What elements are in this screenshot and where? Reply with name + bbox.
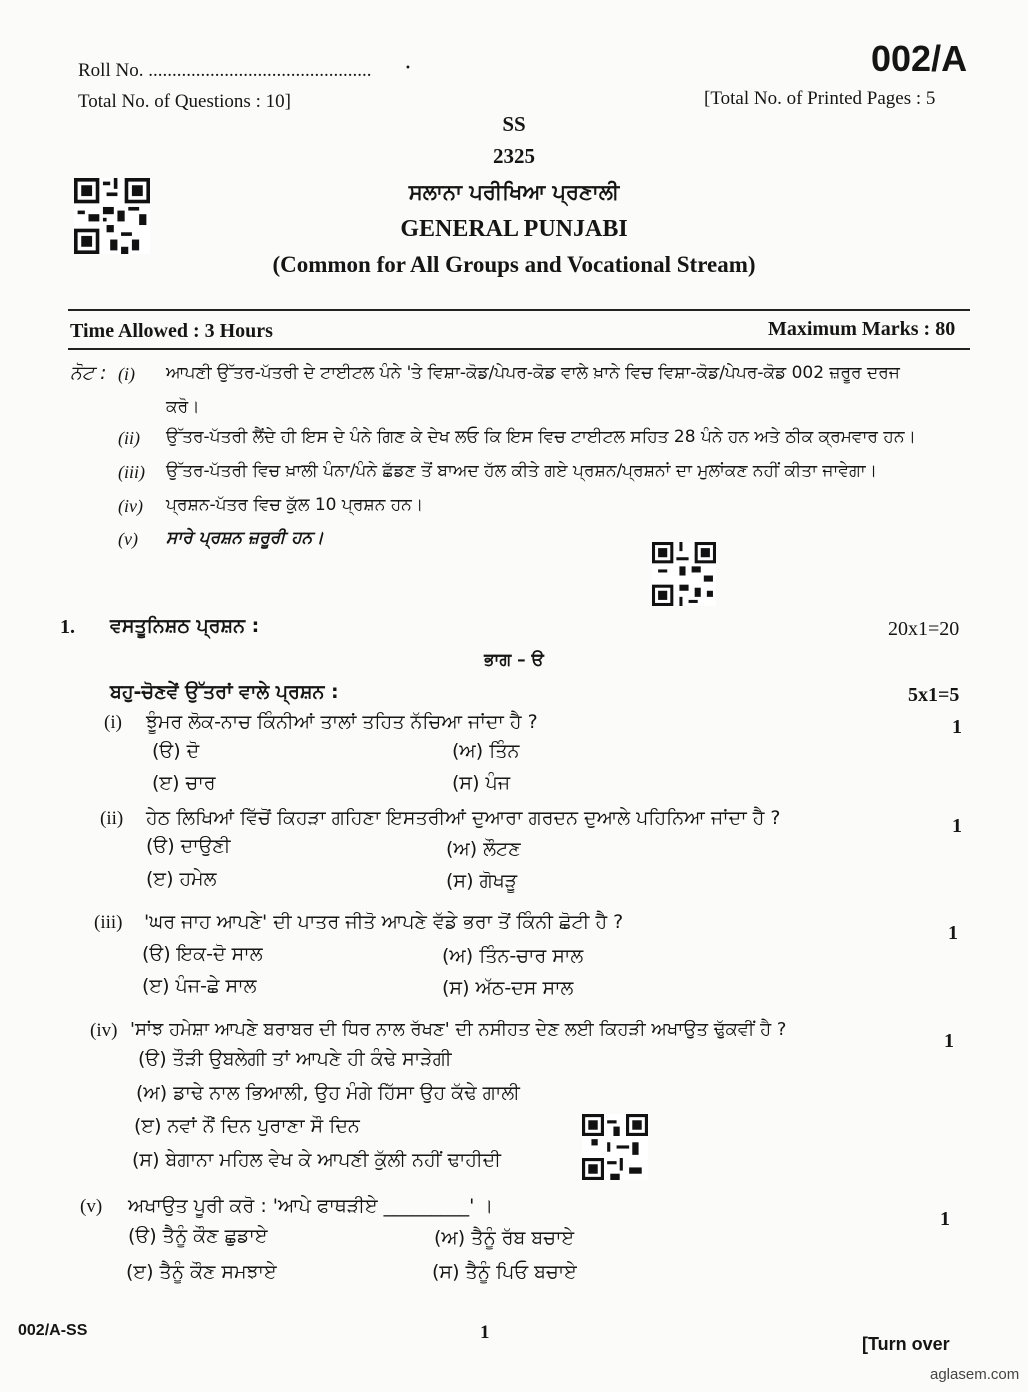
note-text: ਸਾਰੇ ਪ੍ਰਸ਼ਨ ਜ਼ਰੂਰੀ ਹਨ। — [166, 528, 324, 548]
ss-label: SS — [502, 112, 526, 136]
mcq-mark: 1 — [940, 1208, 950, 1230]
mcq-question: 'ਸਾਂਝ ਹਮੇਸ਼ਾ ਆਪਣੇ ਬਰਾਬਰ ਦੀ ਧਿਰ ਨਾਲ ਰੱਖਣ' ਦੀ ਨਸੀਹਤ ਦੇਣ ਲਈ ਕਿਹੜੀ ਅਖਾਉਤ ਢੁੱਕਵੀਂ ਹੈ ? — [130, 1019, 787, 1040]
mcq-mark: 1 — [944, 1030, 954, 1052]
mcq-question: ਅਖਾਉਤ ਪੂਰੀ ਕਰੋ : 'ਆਪੇ ਫਾਥੜੀਏ _________' । — [128, 1195, 494, 1217]
dot-mark: • — [405, 63, 411, 74]
note-number: (iii) — [118, 462, 145, 482]
question-title: ਵਸਤੂਨਿਸ਼ਠ ਪ੍ਰਸ਼ਨ : — [110, 615, 260, 637]
mcq-option: (ਅ) ਡਾਢੇ ਨਾਲ ਭਿਆਲੀ, ਉਹ ਮੰਗੇ ਹਿੱਸਾ ਉਹ ਕੱਢੇ ਗਾਲੀ — [136, 1082, 520, 1104]
mcq-option: (ਸ) ਅੱਠ-ਦਸ ਸਾਲ — [442, 977, 574, 999]
divider — [68, 348, 970, 350]
mcq-question: 'ਘਰ ਜਾਹ ਆਪਣੇ' ਦੀ ਪਾਤਰ ਜੀਤੋ ਆਪਣੇ ਵੱਡੇ ਭਰਾ ਤੋਂ ਕਿੰਨੀ ਛੋਟੀ ਹੈ ? — [144, 911, 624, 933]
note-number: (iv) — [118, 496, 143, 516]
mcq-marks: 5x1=5 — [908, 684, 960, 706]
note-text: ਉੱਤਰ-ਪੱਤਰੀ ਵਿਚ ਖ਼ਾਲੀ ਪੰਨਾ/ਪੰਨੇ ਛੱਡਣ ਤੋਂ ਬਾਅਦ ਹੱਲ ਕੀਤੇ ਗਏ ਪ੍ਰਸ਼ਨ/ਪ੍ਰਸ਼ਨਾਂ ਦਾ ਮੁਲਾਂਕਣ ਨਹੀਂ ਕੀਤਾ ਜਾਵੇਗਾ। — [166, 461, 878, 481]
note-label: ਨੋਟ : — [70, 362, 107, 384]
roll-number: Roll No. ............................................... — [78, 60, 372, 81]
mcq-number: (iii) — [94, 912, 123, 933]
mcq-option: (ਅ) ਤਿੰਨ — [452, 740, 520, 762]
mcq-option: (ੳ) ਇਕ-ਦੋ ਸਾਲ — [142, 943, 263, 965]
question-number: 1. — [60, 616, 75, 638]
turn-over: [Turn over — [862, 1334, 950, 1354]
note-number: (ii) — [118, 428, 140, 448]
note-text: ਆਪਣੀ ਉੱਤਰ-ਪੱਤਰੀ ਦੇ ਟਾਈਟਲ ਪੰਨੇ 'ਤੇ ਵਿਸ਼ਾ-ਕੋਡ/ਪੇਪਰ-ਕੋਡ ਵਾਲੇ ਖ਼ਾਨੇ ਵਿਚ ਵਿਸ਼ਾ-ਕੋਡ/ਪੇਪਰ-ਕੋਡ 002 ਜ਼ਰੂਰ ਦਰਜ — [166, 363, 900, 383]
exam-system: ਸਲਾਨਾ ਪਰੀਖਿਆ ਪ੍ਰਣਾਲੀ — [408, 180, 620, 204]
mcq-option: (ਸ) ਗੋਖੜੂ — [446, 870, 518, 892]
watermark: aglasem.com — [930, 1366, 1020, 1383]
mcq-option: (ਅ) ਤਿੰਨ-ਚਾਰ ਸਾਲ — [442, 945, 584, 967]
mcq-option: (ੳ) ਤੌੜੀ ਉਬਲੇਗੀ ਤਾਂ ਆਪਣੇ ਹੀ ਕੰਢੇ ਸਾੜੇਗੀ — [138, 1048, 452, 1070]
mcq-option: (ਅ) ਤੈਨੂੰ ਰੱਬ ਬਚਾਏ — [434, 1227, 575, 1249]
qr-code-icon — [74, 178, 150, 254]
mcq-mark: 1 — [952, 716, 962, 738]
mcq-option: (ਸ) ਬੇਗਾਨਾ ਮਹਿਲ ਵੇਖ ਕੇ ਆਪਣੀ ਕੁੱਲੀ ਨਹੀਂ ਢਾਹੀਦੀ — [132, 1149, 501, 1171]
mcq-option: (ਸ) ਤੈਨੂੰ ਪਿਓ ਬਚਾਏ — [432, 1261, 577, 1283]
note-text: ਕਰੋ। — [166, 397, 200, 417]
note-number: (i) — [118, 364, 135, 384]
mcq-option: (ੲ) ਨਵਾਂ ਨੌਂ ਦਿਨ ਪੁਰਾਣਾ ਸੌ ਦਿਨ — [134, 1115, 360, 1137]
mcq-mark: 1 — [948, 922, 958, 944]
qr-code-icon — [582, 1114, 648, 1180]
mcq-number: (iv) — [90, 1020, 118, 1041]
mcq-number: (ii) — [100, 808, 124, 829]
paper-code: 002/A — [871, 38, 968, 79]
maximum-marks: Maximum Marks : 80 — [768, 318, 956, 340]
mcq-option: (ੳ) ਦੋ — [152, 740, 200, 762]
mcq-question: ਹੇਠ ਲਿਖਿਆਂ ਵਿੱਚੋਂ ਕਿਹੜਾ ਗਹਿਣਾ ਇਸਤਰੀਆਂ ਦੁਆਰਾ ਗਰਦਨ ਦੁਆਲੇ ਪਹਿਨਿਆ ਜਾਂਦਾ ਹੈ ? — [146, 807, 781, 829]
mcq-option: (ਅ) ਲੌਟਣ — [446, 838, 521, 860]
page-number: 1 — [480, 1322, 490, 1343]
mcq-number: (v) — [80, 1196, 103, 1217]
mcq-option: (ਸ) ਪੰਜ — [452, 772, 511, 794]
divider — [68, 309, 970, 311]
mcq-option: (ੳ) ਤੈਨੂੰ ਕੌਣ ਛੁਡਾਏ — [128, 1225, 268, 1247]
mcq-option: (ੲ) ਹਮੇਲ — [146, 868, 217, 890]
section-label: ਭਾਗ – ੳ — [484, 650, 544, 670]
mcq-number: (i) — [104, 712, 122, 733]
mcq-option: (ੳ) ਦਾਉਣੀ — [146, 835, 231, 857]
note-number: (v) — [118, 529, 138, 549]
total-questions: Total No. of Questions : 10] — [78, 91, 291, 112]
note-text: ਪ੍ਰਸ਼ਨ-ਪੱਤਰ ਵਿਚ ਕੁੱਲ 10 ਪ੍ਰਸ਼ਨ ਹਨ। — [166, 495, 424, 515]
mcq-option: (ੲ) ਚਾਰ — [152, 772, 216, 794]
mcq-question: ਝੂੰਮਰ ਲੋਕ-ਨਾਚ ਕਿੰਨੀਆਂ ਤਾਲਾਂ ਤਹਿਤ ਨੱਚਿਆ ਜਾਂਦਾ ਹੈ ? — [146, 711, 538, 733]
time-allowed: Time Allowed : 3 Hours — [70, 320, 273, 342]
mcq-title: ਬਹੁ-ਚੋਣਵੇਂ ਉੱਤਰਾਂ ਵਾਲੇ ਪ੍ਰਸ਼ਨ : — [110, 681, 339, 703]
question-marks: 20x1=20 — [888, 618, 960, 640]
subject-subtitle: (Common for All Groups and Vocational Stream) — [272, 252, 756, 277]
qr-code-icon — [652, 542, 716, 606]
exam-code: 2325 — [493, 144, 535, 168]
mcq-option: (ੲ) ਤੈਨੂੰ ਕੌਣ ਸਮਝਾਏ — [126, 1261, 277, 1283]
mcq-mark: 1 — [952, 815, 962, 837]
footer-code: 002/A-SS — [18, 1322, 88, 1339]
mcq-option: (ੲ) ਪੰਜ-ਛੇ ਸਾਲ — [142, 975, 257, 997]
printed-pages: [Total No. of Printed Pages : 5 — [704, 88, 936, 109]
note-text: ਉੱਤਰ-ਪੱਤਰੀ ਲੈਂਦੇ ਹੀ ਇਸ ਦੇ ਪੰਨੇ ਗਿਣ ਕੇ ਦੇਖ ਲਓ ਕਿ ਇਸ ਵਿਚ ਟਾਈਟਲ ਸਹਿਤ 28 ਪੰਨੇ ਹਨ ਅਤੇ ਠੀਕ ਕ੍ਰਮਵਾਰ ਹਨ। — [166, 427, 916, 447]
subject-title: GENERAL PUNJABI — [400, 216, 628, 242]
